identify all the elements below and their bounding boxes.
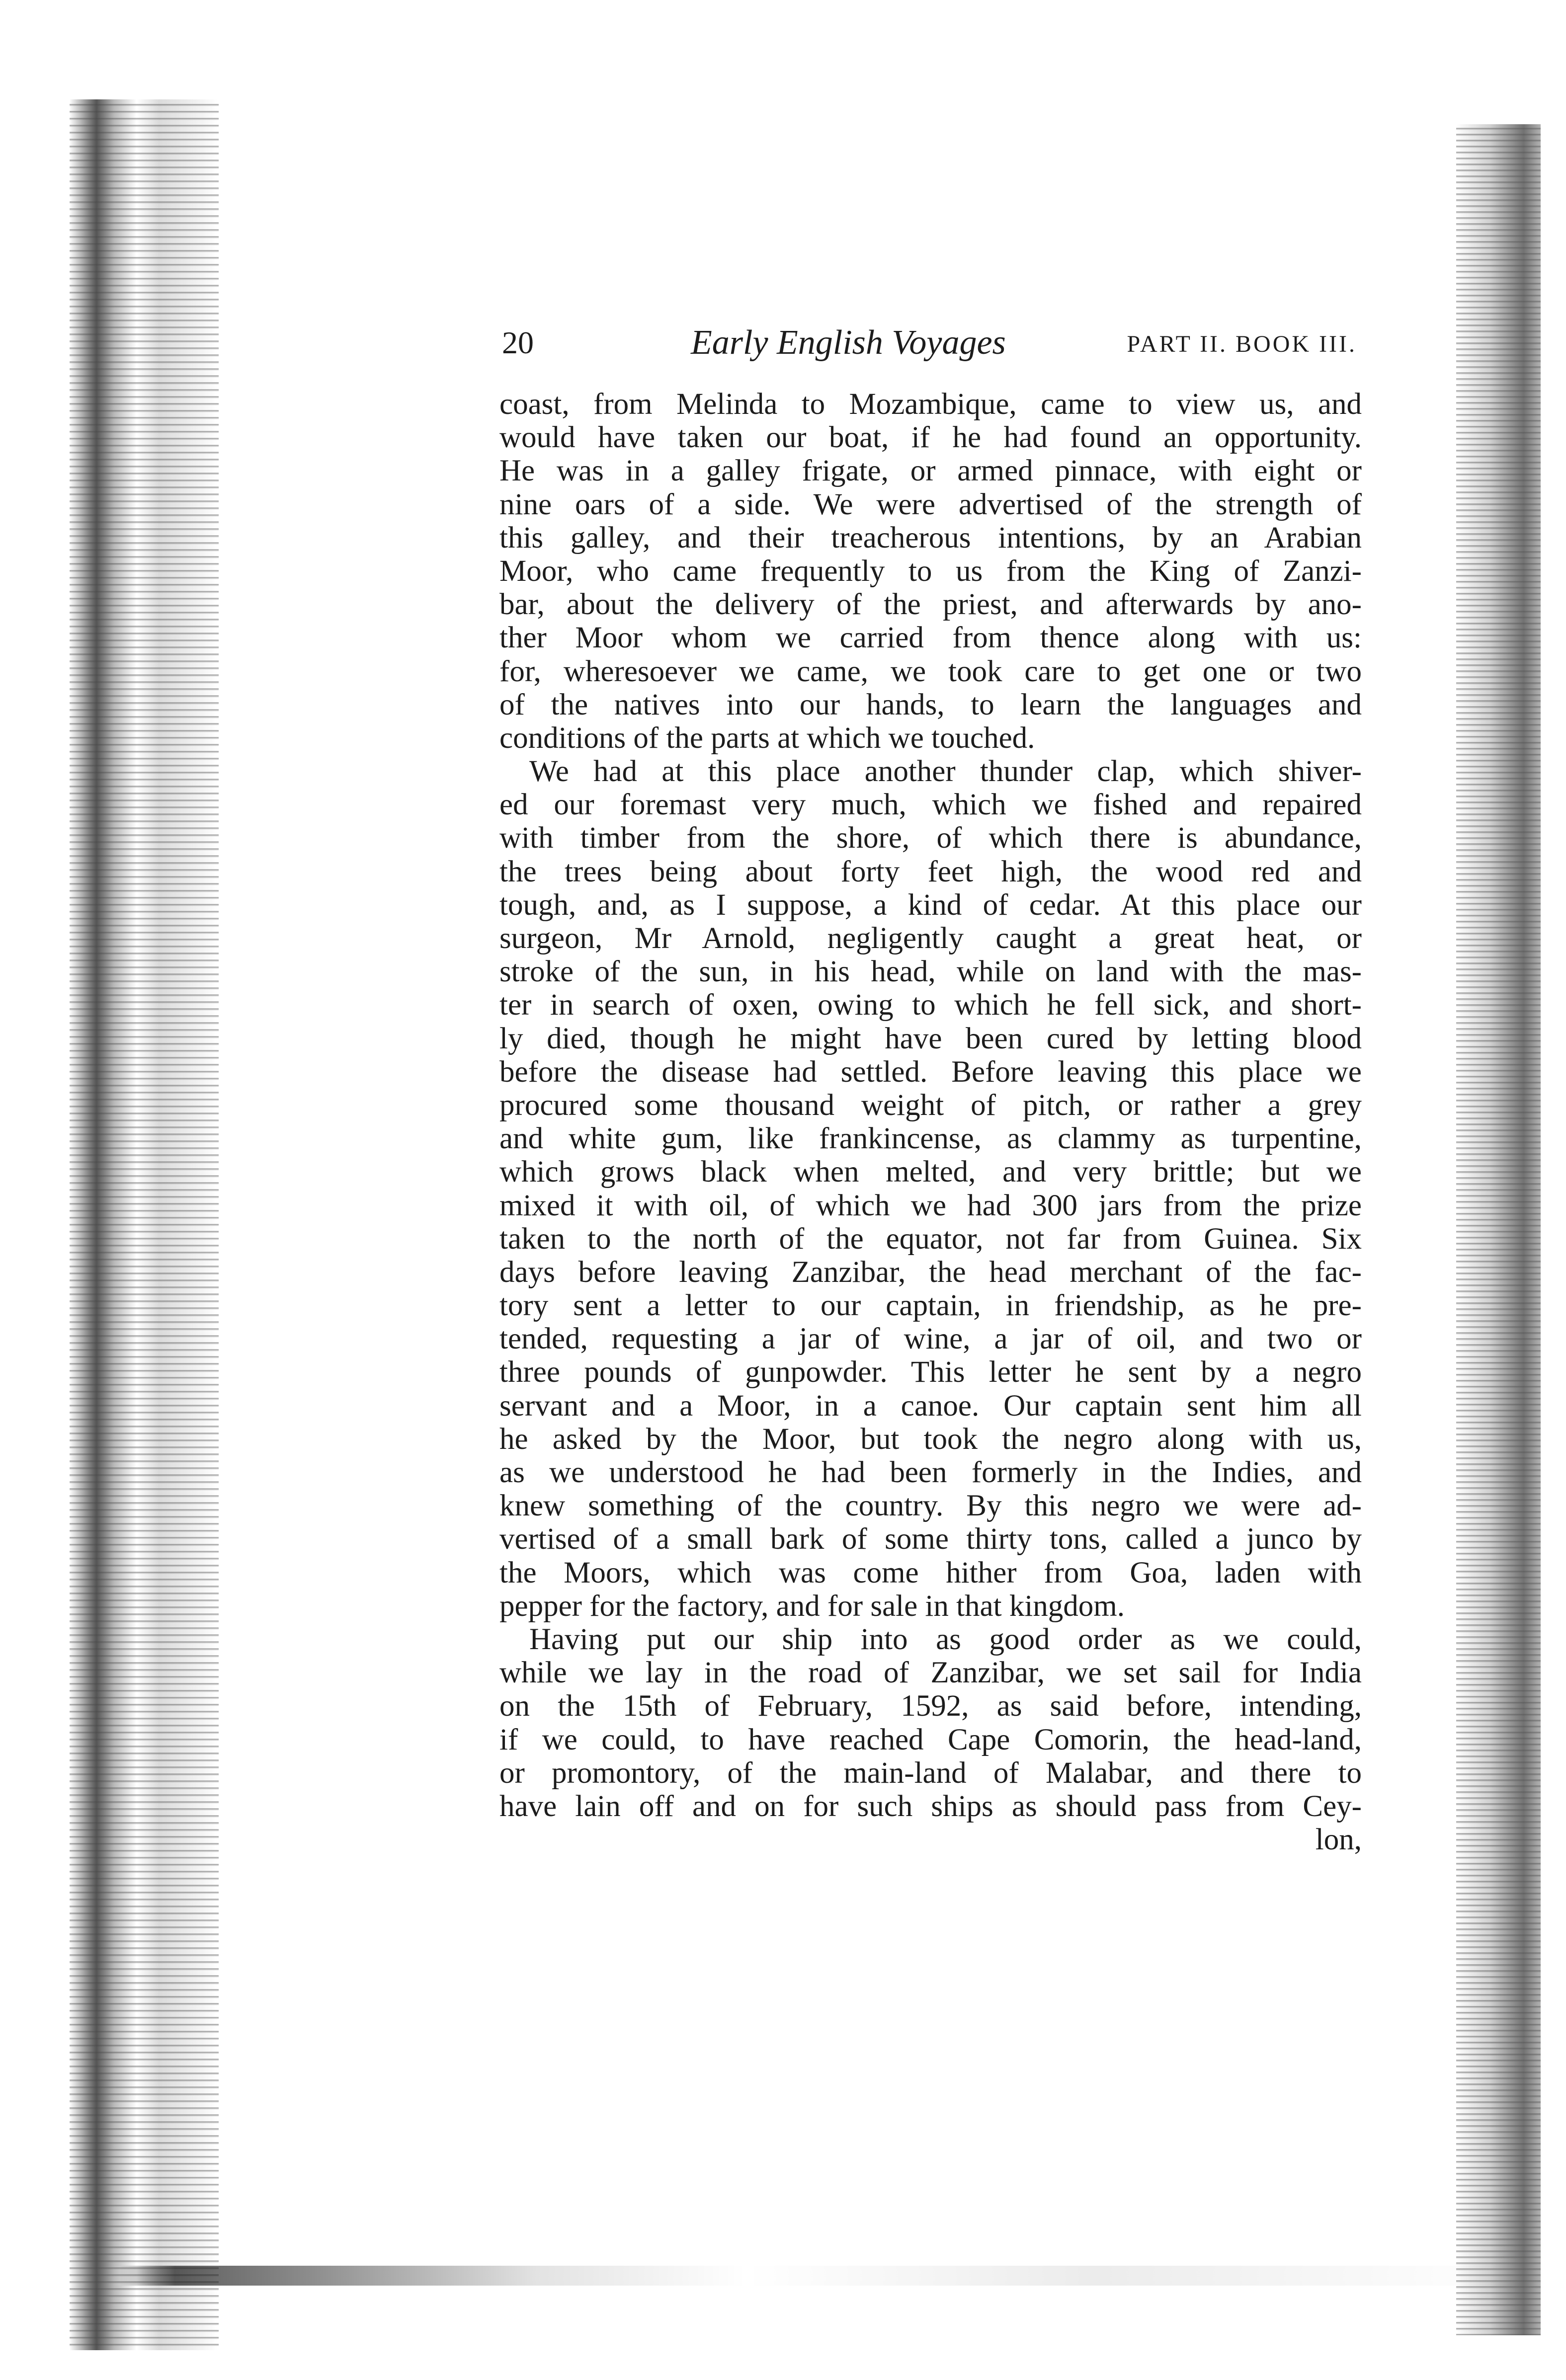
text-line: before the disease had settled. Before leaving this place we [499,1055,1362,1089]
text-line: mixed it with oil, of which we had 300 jars from the prize [499,1189,1362,1222]
text-line: pepper for the factory, and for sale in that kingdom. [499,1589,1125,1623]
text-line: and white gum, like frankincense, as clammy as turpentine, [499,1122,1362,1156]
text-line: tough, and, as I suppose, a kind of cedar. At this place our [499,888,1362,922]
text-line: with timber from the shore, of which there is abundance, [499,821,1362,855]
text-line: he asked by the Moor, but took the negro along with us, [499,1422,1362,1456]
text-line: He was in a galley frigate, or armed pinnace, with eight or [499,454,1362,488]
text-line: nine oars of a side. We were advertised of the strength of [499,487,1362,521]
text-line: the Moors, which was come hither from Goa, laden with [499,1556,1362,1589]
text-line: taken to the north of the equator, not far from Guinea. Six [499,1222,1362,1256]
text-line: for, wheresoever we came, we took care to get one or two [499,654,1362,688]
running-header [502,323,1357,363]
text-line: stroke of the sun, in his head, while on land with the mas- [499,955,1362,989]
text-line: have lain off and on for such ships as should pass from Cey- [499,1789,1362,1823]
section-label: PART II. BOOK III. [1127,331,1357,357]
text-line: ly died, though he might have been cured by letting blood [499,1022,1362,1055]
text-line: the trees being about forty feet high, the wood red and [499,855,1362,888]
body-text [499,388,1362,1856]
text-line: would have taken our boat, if he had found an opportunity. [499,421,1362,455]
text-line: this galley, and their treacherous intentions, by an Arabian [499,521,1362,555]
bottom-edge-shadow [119,2266,1511,2286]
text-line: surgeon, Mr Arnold, negligently caught a great heat, or [499,922,1362,955]
text-line: if we could, to have reached Cape Comorin, the head-land, [499,1723,1362,1756]
text-line: days before leaving Zanzibar, the head merchant of the fac- [499,1255,1362,1289]
text-line: Having put our ship into as good order as we could, [529,1622,1362,1656]
text-line: or promontory, of the main-land of Malabar, and there to [499,1756,1362,1790]
text-line: which grows black when melted, and very brittle; but we [499,1155,1362,1189]
text-line: three pounds of gunpowder. This letter he sent by a negro [499,1355,1362,1389]
text-line: on the 15th of February, 1592, as said before, intending, [499,1689,1362,1723]
text-line: while we lay in the road of Zanzibar, we set sail for India [499,1656,1362,1690]
text-line: conditions of the parts at which we touched. [499,721,1035,755]
text-line: ter in search of oxen, owing to which he fell sick, and short- [499,988,1362,1022]
text-line: tended, requesting a jar of wine, a jar of oil, and two or [499,1322,1362,1356]
binding-shadow-left [70,99,219,2350]
text-line: bar, about the delivery of the priest, and afterwards by ano- [499,588,1362,622]
text-line: ed our foremast very much, which we fished and repaired [499,788,1362,822]
catchword: lon, [1315,1823,1362,1857]
text-line: ther Moor whom we carried from thence along with us: [499,621,1362,655]
page-edge-shadow-right [1456,124,1541,2335]
text-line: servant and a Moor, in a canoe. Our captain sent him all [499,1389,1362,1423]
text-line: procured some thousand weight of pitch, or rather a grey [499,1088,1362,1122]
text-line: We had at this place another thunder clap, which shiver- [529,755,1362,789]
text-line: coast, from Melinda to Mozambique, came to view us, and [499,388,1362,421]
text-line: as we understood he had been formerly in the Indies, and [499,1456,1362,1489]
page-number: 20 [502,325,534,360]
running-title: Early English Voyages [691,323,1006,362]
text-line: Moor, who came frequently to us from the King of Zanzi- [499,554,1362,588]
text-line: of the natives into our hands, to learn the languages and [499,688,1362,721]
text-line: tory sent a letter to our captain, in friendship, as he pre- [499,1289,1362,1323]
text-line: knew something of the country. By this negro we were ad- [499,1489,1362,1523]
text-line: vertised of a small bark of some thirty tons, called a junco by [499,1522,1362,1556]
